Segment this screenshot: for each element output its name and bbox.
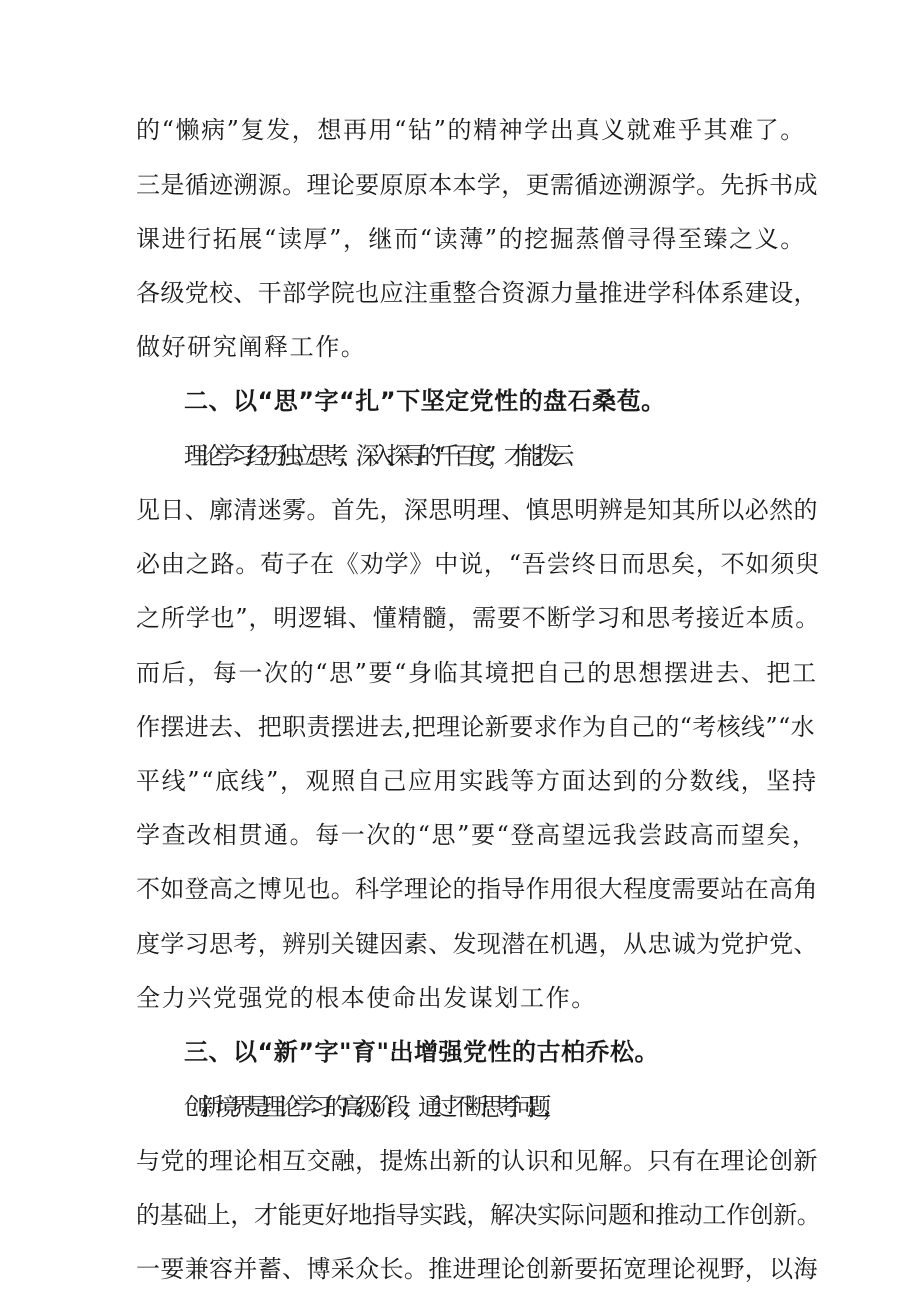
paragraph-line: 课进行拓展“读厚”，继而“读薄”的挖掘蒸僧寻得至臻之义。 <box>136 225 806 253</box>
paragraph-line: 创新境界是理论学习的高级阶段，通过不断思考问题， <box>184 1093 559 1121</box>
section-heading-3: 三、以“新”字"育"出增强党性的古柏乔松。 <box>184 1038 660 1066</box>
paragraph-line: 与党的理论相互交融，提炼出新的认识和见解。只有在理论创新 <box>136 1147 818 1175</box>
paragraph-line: 的“懒病”复发，想再用“钻”的精神学出真义就难乎其难了。 <box>136 116 806 144</box>
paragraph-line: 作摆进去、把职责摆进去,把理论新要求作为自己的“考核线”“水 <box>136 713 815 741</box>
paragraph-line: 做好研究阐释工作。 <box>136 333 367 361</box>
paragraph-line: 之所学也”，明逻辑、懂精髓，需要不断学习和思考接近本质。 <box>136 604 821 632</box>
paragraph-line: 的基础上，才能更好地指导实践，解决实际问题和推动工作创新。 <box>136 1201 821 1229</box>
paragraph-line: 一要兼容并蓄、博采众长。推进理论创新要拓宽理论视野，以海 <box>136 1255 818 1283</box>
paragraph-line: 平线”“底线”，观照自己应用实践等方面达到的分数线，坚持 <box>136 767 818 795</box>
paragraph-line: 不如登高之博见也。科学理论的指导作用很大程度需要站在高角 <box>136 875 818 903</box>
paragraph-line: 见日、廓清迷雾。首先，深思明理、慎思明辨是知其所以必然的 <box>136 496 818 524</box>
paragraph-line: 度学习思考，辨别关键因素、发现潜在机遇，从忠诚为党护党、 <box>136 930 818 958</box>
paragraph-line: 全力兴党强党的根本使命出发谋划工作。 <box>136 984 597 1012</box>
paragraph-line: 各级党校、干部学院也应注重整合资源力量推进学科体系建设， <box>136 279 818 307</box>
paragraph-line: 而后，每一次的“思”要“身临其境把自己的思想摆进去、把工 <box>136 659 818 687</box>
paragraph-line: 必由之路。荀子在《劝学》中说，“吾尝终日而思矣，不如须臾 <box>136 550 821 578</box>
section-heading-2: 二、以“思”字“扎”下坚定党性的盘石桑苞。 <box>184 387 666 415</box>
paragraph-line: 学查改相贯通。每一次的“思”要“登高望远我尝跂高而望矣， <box>136 821 818 849</box>
paragraph-line: 理论学习经历独立思考、深入探寻的“千百度”，才能拨云 <box>184 442 567 470</box>
paragraph-line: 三是循迹溯源。理论要原原本本学，更需循迹溯源学。先拆书成 <box>136 171 818 199</box>
